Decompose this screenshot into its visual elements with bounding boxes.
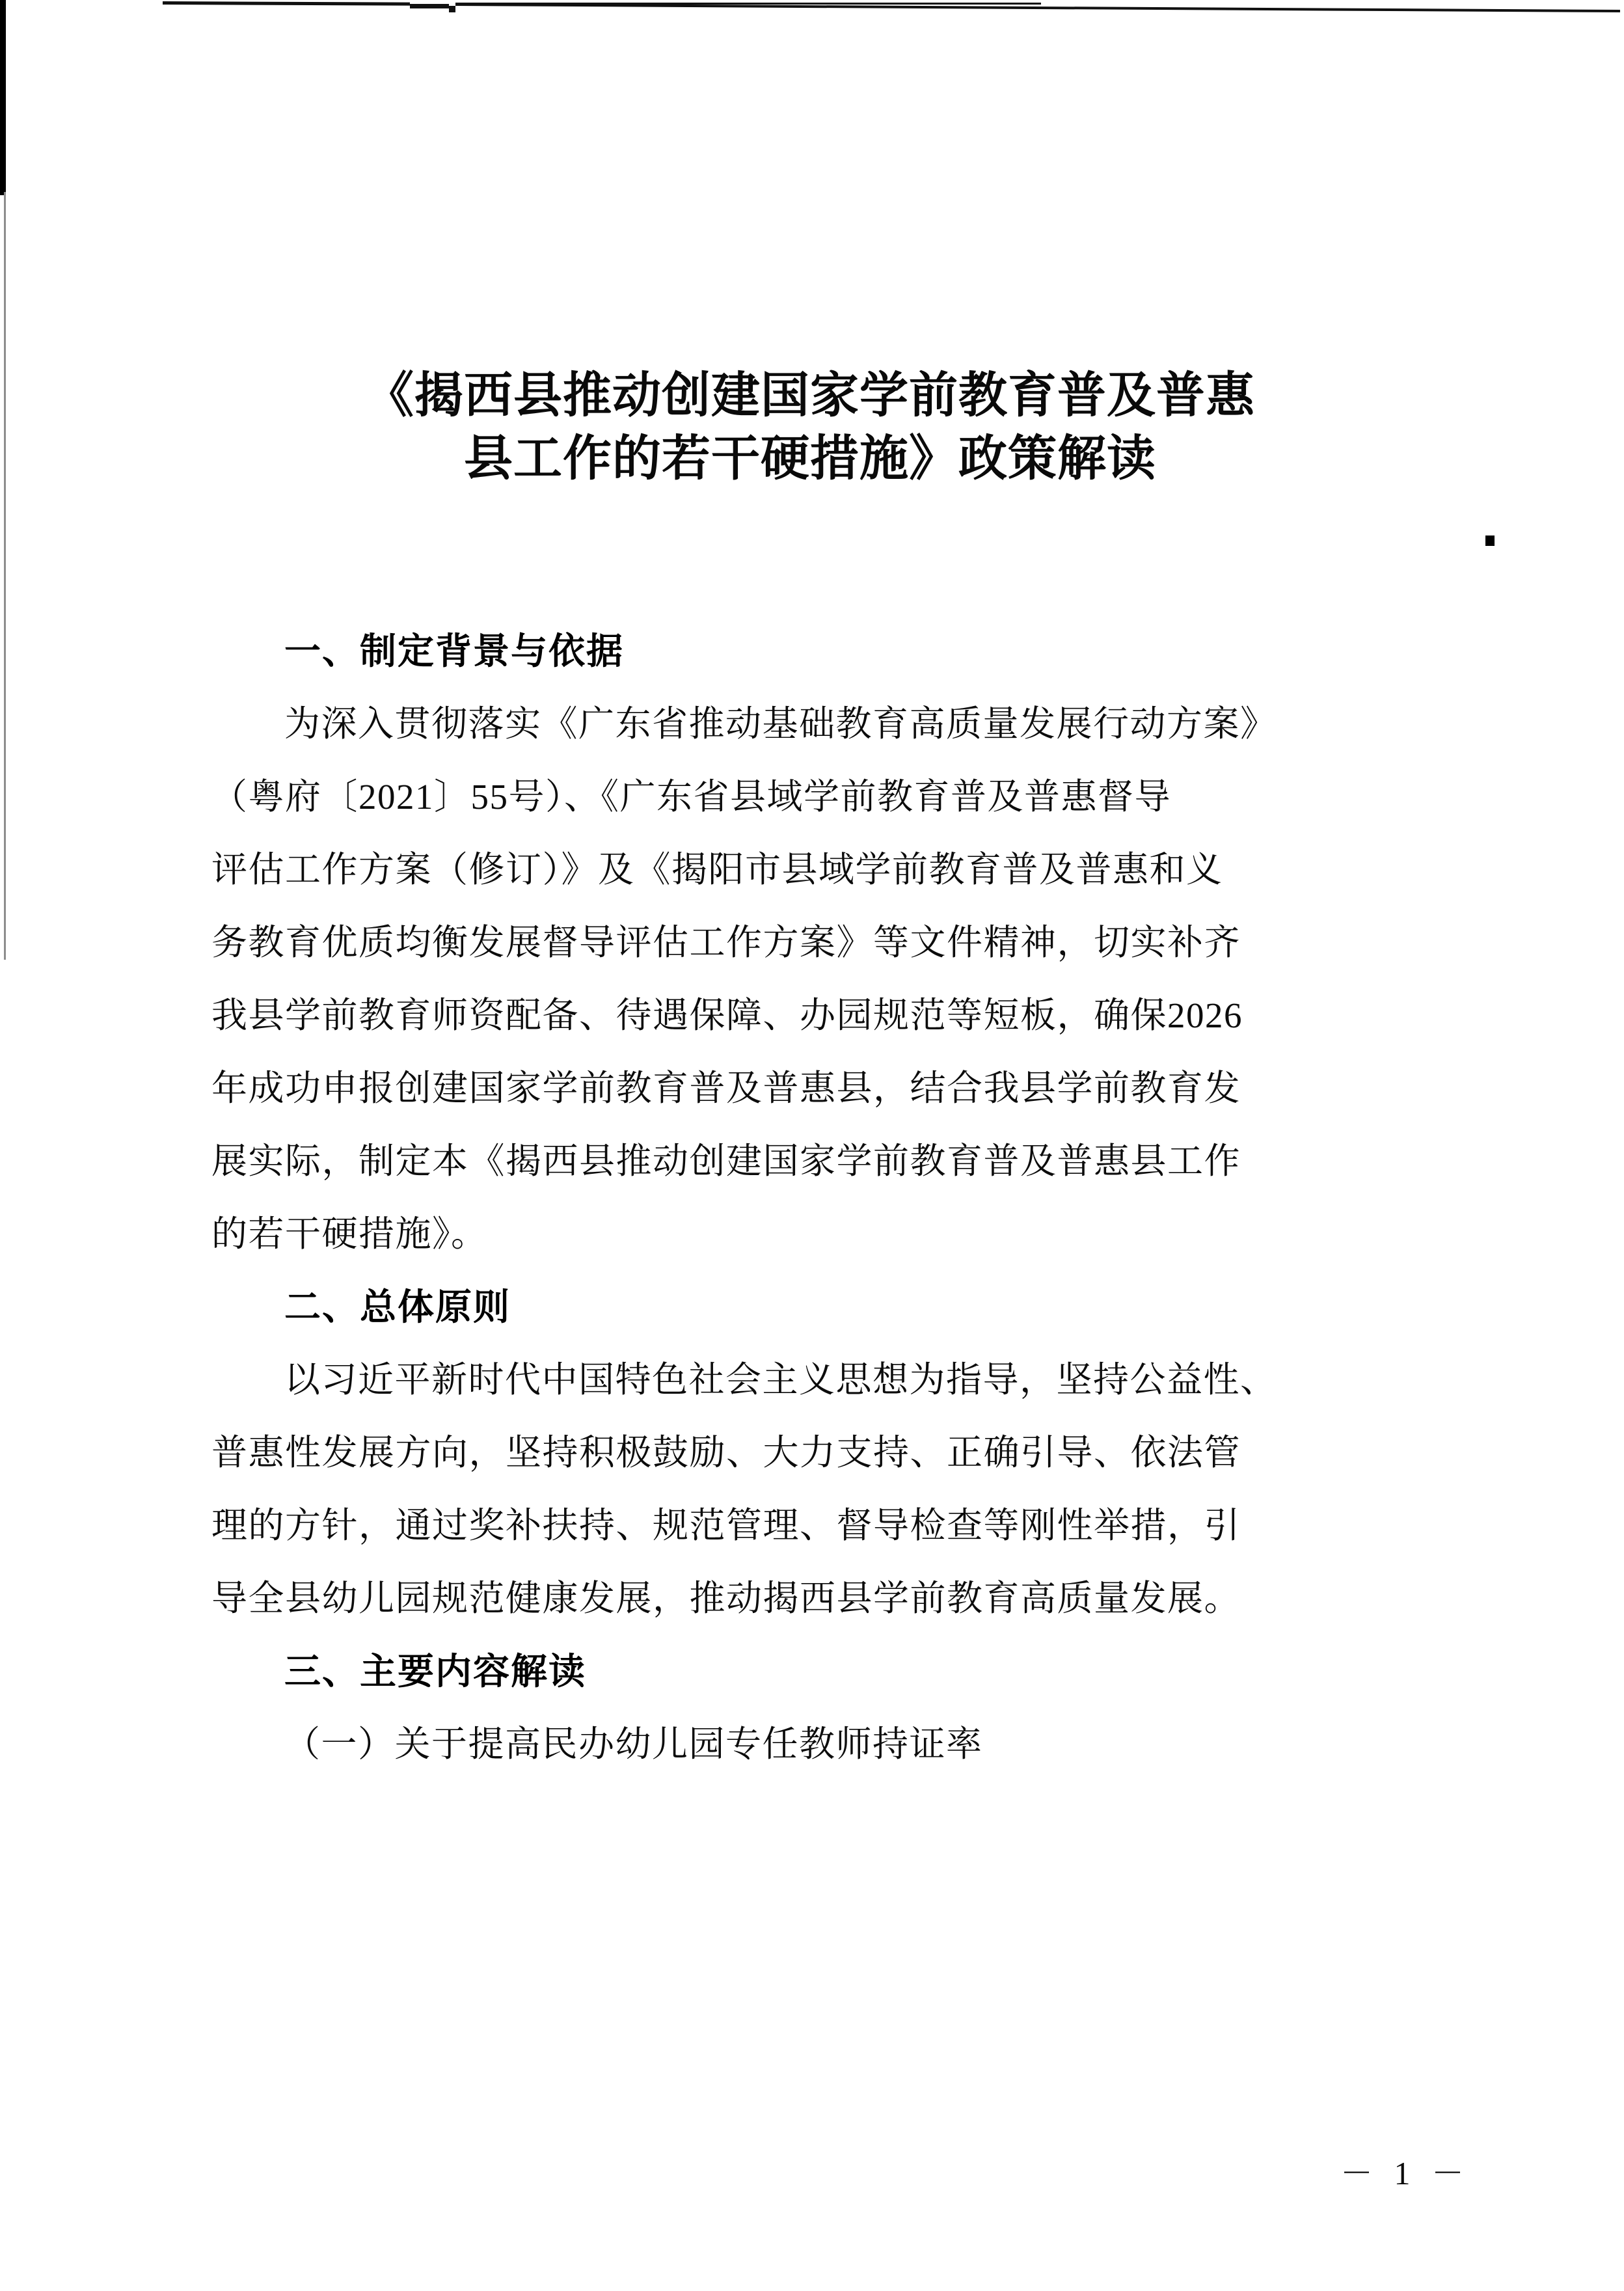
section-paragraph-2 bbox=[211, 1344, 1407, 1635]
paragraph-line: 以习近平新时代中国特色社会主义思想为指导，坚持公益性、 bbox=[284, 1360, 1277, 1400]
scan-streak-artifact-5 bbox=[455, 3, 1041, 5]
section-heading-3: 三、主要内容解读 bbox=[284, 1651, 586, 1692]
section-paragraph-3 bbox=[211, 1708, 1407, 1781]
document-body bbox=[211, 615, 1407, 1781]
scan-streak-artifact-1 bbox=[163, 1, 410, 6]
paragraph-line: 我县学前教育师资配备、待遇保障、办园规范等短板，确保2026 bbox=[211, 996, 1243, 1035]
paragraph-line: 评估工作方案（修订）》及《揭阳市县域学前教育普及普惠和义 bbox=[211, 850, 1223, 889]
scan-streak-artifact-3 bbox=[449, 6, 455, 12]
scan-streak-artifact-4 bbox=[455, 3, 1620, 12]
paragraph-line: 理的方针，通过奖补扶持、规范管理、督导检查等刚性举措，引 bbox=[211, 1506, 1241, 1545]
paragraph-line: 展实际，制定本《揭西县推动创建国家学前教育普及普惠县工作 bbox=[211, 1141, 1241, 1181]
document-title-line-2: 县工作的若干硬措施》政策解读 bbox=[463, 432, 1156, 486]
section-paragraph-1 bbox=[211, 688, 1407, 1271]
scan-speck-artifact bbox=[1485, 535, 1495, 546]
paragraph-line: 普惠性发展方向，坚持积极鼓励、大力支持、正确引导、依法管 bbox=[211, 1433, 1241, 1472]
paragraph-line: 为深入贯彻落实《广东省推动基础教育高质量发展行动方案》 bbox=[284, 704, 1277, 744]
document-title-line-1: 《揭西县推动创建国家学前教育普及普惠 bbox=[364, 369, 1255, 423]
section-heading-2: 二、总体原则 bbox=[284, 1286, 511, 1327]
page-number: － 1 － bbox=[1340, 2155, 1470, 2191]
section-heading-1: 一、制定背景与依据 bbox=[284, 630, 624, 671]
scan-edge-artifact-left-thin bbox=[4, 192, 6, 960]
paragraph-line: 年成功申报创建国家学前教育普及普惠县，结合我县学前教育发 bbox=[211, 1068, 1241, 1108]
document-title bbox=[237, 364, 1383, 491]
scan-streak-artifact-2 bbox=[410, 4, 449, 8]
page-title bbox=[237, 364, 1383, 491]
paragraph-line: （一）关于提高民办幼儿园专任教师持证率 bbox=[284, 1724, 983, 1764]
paragraph-line: 务教育优质均衡发展督导评估工作方案》等文件精神，切实补齐 bbox=[211, 923, 1241, 962]
paragraph-line: 的若干硬措施》。 bbox=[211, 1214, 488, 1254]
paragraph-line: 导全县幼儿园规范健康发展，推动揭西县学前教育高质量发展。 bbox=[211, 1579, 1241, 1618]
scan-edge-artifact-left bbox=[0, 0, 6, 195]
paragraph-line: （粤府〔2021〕55号）、《广东省县域学前教育普及普惠督导 bbox=[211, 777, 1172, 817]
